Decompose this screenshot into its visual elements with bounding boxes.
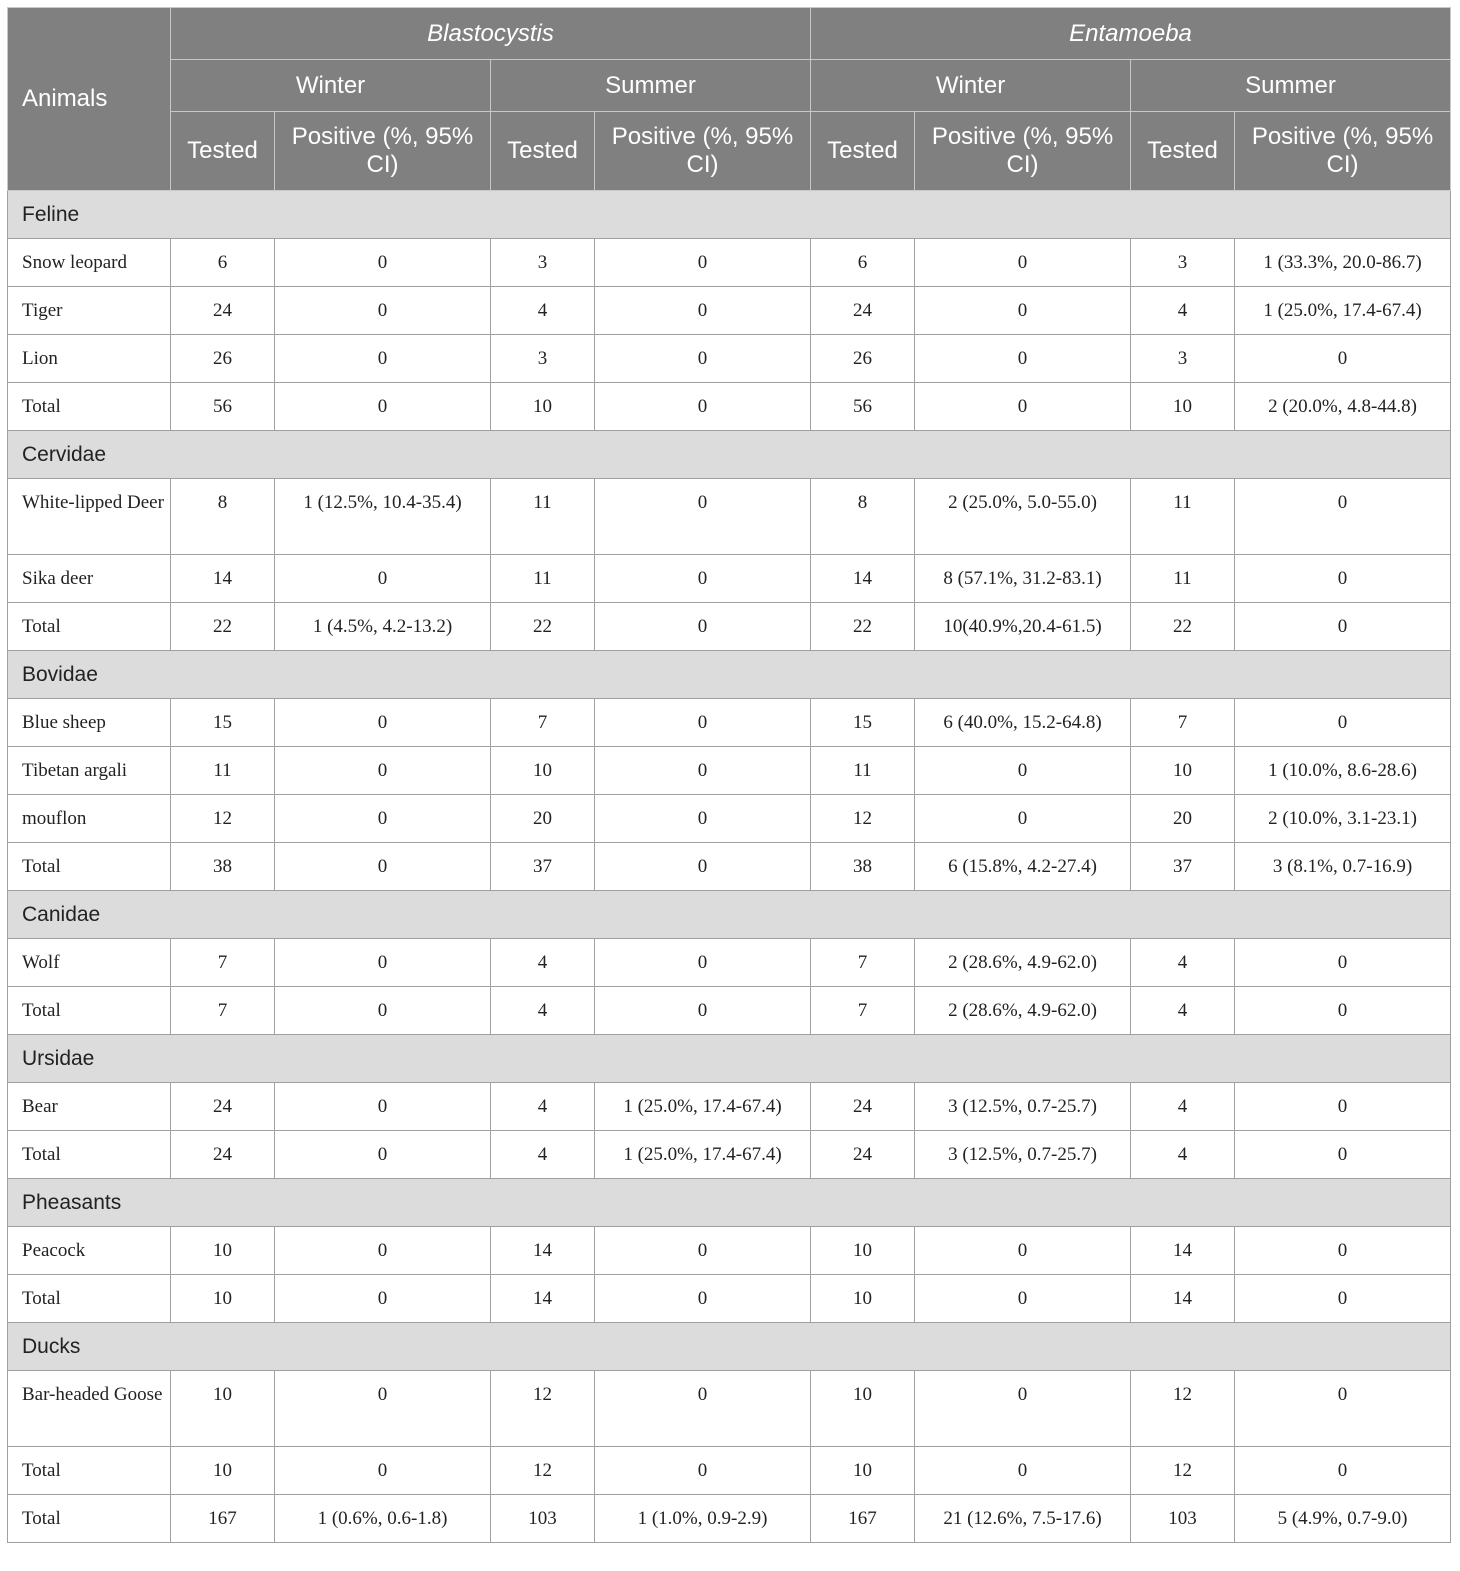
group-row [8,891,1451,939]
header-entamoeba-winter: Winter [811,60,1131,112]
value-cell: 10 [811,1227,915,1275]
header-blastocystis: Blastocystis [171,8,811,60]
table-row [8,1131,1451,1179]
value-cell: 0 [275,383,491,431]
value-cell: 15 [171,699,275,747]
value-cell: 0 [595,603,811,651]
value-cell: 0 [595,1227,811,1275]
value-cell: 56 [811,383,915,431]
value-cell: 0 [275,1447,491,1495]
value-cell: 0 [595,555,811,603]
value-cell: 0 [595,1371,811,1447]
value-cell: 22 [1131,603,1235,651]
value-cell: 26 [171,335,275,383]
value-cell: 21 (12.6%, 7.5-17.6) [915,1495,1131,1543]
value-cell: 10 [811,1371,915,1447]
value-cell: 0 [275,987,491,1035]
value-cell: 1 (4.5%, 4.2-13.2) [275,603,491,651]
table-row [8,795,1451,843]
value-cell: 10 [811,1447,915,1495]
animal-name-cell: Peacock [8,1227,171,1275]
value-cell: 14 [491,1227,595,1275]
value-cell: 0 [1235,1131,1451,1179]
value-cell: 1 (25.0%, 17.4-67.4) [1235,287,1451,335]
value-cell: 0 [1235,1083,1451,1131]
value-cell: 37 [491,843,595,891]
value-cell: 0 [915,1227,1131,1275]
animal-name-cell: Total [8,383,171,431]
value-cell: 0 [915,1371,1131,1447]
table-row [8,1371,1451,1447]
value-cell: 0 [595,479,811,555]
value-cell: 12 [811,795,915,843]
group-label: Bovidae [8,651,1451,699]
value-cell: 4 [1131,939,1235,987]
value-cell: 0 [275,843,491,891]
value-cell: 3 (12.5%, 0.7-25.7) [915,1131,1131,1179]
value-cell: 10 [171,1447,275,1495]
table-row [8,1083,1451,1131]
value-cell: 0 [595,987,811,1035]
value-cell: 1 (12.5%, 10.4-35.4) [275,479,491,555]
animal-name-cell: Total [8,1447,171,1495]
table-row [8,1495,1451,1543]
value-cell: 10 [1131,747,1235,795]
value-cell: 8 [171,479,275,555]
value-cell: 11 [171,747,275,795]
group-row [8,1323,1451,1371]
value-cell: 0 [1235,939,1451,987]
value-cell: 0 [595,747,811,795]
animal-name-cell: Total [8,603,171,651]
value-cell: 167 [171,1495,275,1543]
value-cell: 4 [491,1083,595,1131]
value-cell: 3 [491,335,595,383]
animal-name-cell: Bar-headed Goose [8,1371,171,1447]
header-animals: Animals [8,8,171,191]
value-cell: 4 [1131,1083,1235,1131]
table-row [8,699,1451,747]
header-tested: Tested [1131,112,1235,191]
value-cell: 0 [275,699,491,747]
table-row [8,747,1451,795]
value-cell: 8 [811,479,915,555]
value-cell: 0 [595,843,811,891]
value-cell: 3 (8.1%, 0.7-16.9) [1235,843,1451,891]
group-row [8,1179,1451,1227]
value-cell: 7 [811,987,915,1035]
value-cell: 10 [1131,383,1235,431]
value-cell: 7 [171,939,275,987]
value-cell: 6 [811,239,915,287]
prevalence-table [7,7,1451,1543]
value-cell: 0 [1235,1275,1451,1323]
value-cell: 0 [595,287,811,335]
animal-name-cell: Tibetan argali [8,747,171,795]
value-cell: 12 [491,1371,595,1447]
value-cell: 56 [171,383,275,431]
value-cell: 7 [171,987,275,1035]
value-cell: 2 (25.0%, 5.0-55.0) [915,479,1131,555]
value-cell: 0 [275,335,491,383]
header-blastocystis-winter: Winter [171,60,491,112]
value-cell: 0 [275,747,491,795]
value-cell: 0 [915,1275,1131,1323]
header-entamoeba: Entamoeba [811,8,1451,60]
value-cell: 10 [811,1275,915,1323]
header-positive: Positive (%, 95% CI) [275,112,491,191]
header-entamoeba-summer: Summer [1131,60,1451,112]
value-cell: 38 [171,843,275,891]
table-row [8,287,1451,335]
value-cell: 0 [915,795,1131,843]
animal-name-cell: Total [8,843,171,891]
table-row [8,383,1451,431]
table-row [8,939,1451,987]
group-label: Ursidae [8,1035,1451,1083]
value-cell: 0 [915,287,1131,335]
table-row [8,1275,1451,1323]
value-cell: 4 [1131,1131,1235,1179]
value-cell: 14 [491,1275,595,1323]
value-cell: 14 [1131,1227,1235,1275]
animal-name-cell: Tiger [8,287,171,335]
group-label: Cervidae [8,431,1451,479]
group-row [8,191,1451,239]
value-cell: 0 [595,795,811,843]
value-cell: 0 [595,1447,811,1495]
value-cell: 0 [915,747,1131,795]
value-cell: 0 [1235,555,1451,603]
value-cell: 12 [1131,1371,1235,1447]
value-cell: 0 [915,239,1131,287]
value-cell: 3 [1131,239,1235,287]
value-cell: 0 [915,383,1131,431]
animal-name-cell: Bear [8,1083,171,1131]
value-cell: 6 (15.8%, 4.2-27.4) [915,843,1131,891]
value-cell: 22 [491,603,595,651]
value-cell: 24 [811,1083,915,1131]
value-cell: 14 [1131,1275,1235,1323]
animal-name-cell: Sika deer [8,555,171,603]
value-cell: 2 (20.0%, 4.8-44.8) [1235,383,1451,431]
group-row [8,651,1451,699]
table-row [8,603,1451,651]
value-cell: 1 (10.0%, 8.6-28.6) [1235,747,1451,795]
value-cell: 0 [1235,1371,1451,1447]
animal-name-cell: Total [8,987,171,1035]
value-cell: 0 [595,239,811,287]
value-cell: 0 [275,1227,491,1275]
value-cell: 20 [491,795,595,843]
value-cell: 0 [275,795,491,843]
value-cell: 4 [491,939,595,987]
value-cell: 0 [275,1083,491,1131]
animal-name-cell: Total [8,1131,171,1179]
value-cell: 22 [171,603,275,651]
value-cell: 7 [491,699,595,747]
header-tested: Tested [491,112,595,191]
group-label: Canidae [8,891,1451,939]
table-row [8,843,1451,891]
value-cell: 15 [811,699,915,747]
value-cell: 103 [491,1495,595,1543]
value-cell: 11 [811,747,915,795]
value-cell: 4 [491,1131,595,1179]
header-positive: Positive (%, 95% CI) [1235,112,1451,191]
header-positive: Positive (%, 95% CI) [915,112,1131,191]
value-cell: 4 [1131,287,1235,335]
value-cell: 24 [811,1131,915,1179]
value-cell: 26 [811,335,915,383]
animal-name-cell: Lion [8,335,171,383]
value-cell: 0 [595,383,811,431]
value-cell: 0 [275,1275,491,1323]
value-cell: 1 (33.3%, 20.0-86.7) [1235,239,1451,287]
table-row [8,479,1451,555]
value-cell: 24 [811,287,915,335]
value-cell: 0 [915,335,1131,383]
header-tested: Tested [171,112,275,191]
value-cell: 0 [595,939,811,987]
value-cell: 11 [1131,555,1235,603]
animal-name-cell: Blue sheep [8,699,171,747]
group-label: Pheasants [8,1179,1451,1227]
value-cell: 22 [811,603,915,651]
value-cell: 4 [1131,987,1235,1035]
header-tested: Tested [811,112,915,191]
value-cell: 20 [1131,795,1235,843]
value-cell: 10 [171,1371,275,1447]
value-cell: 1 (25.0%, 17.4-67.4) [595,1131,811,1179]
value-cell: 3 (12.5%, 0.7-25.7) [915,1083,1131,1131]
value-cell: 0 [275,939,491,987]
value-cell: 0 [595,699,811,747]
value-cell: 6 [171,239,275,287]
value-cell: 0 [1235,987,1451,1035]
value-cell: 3 [491,239,595,287]
value-cell: 1 (0.6%, 0.6-1.8) [275,1495,491,1543]
table-row [8,335,1451,383]
value-cell: 10 [491,747,595,795]
group-label: Feline [8,191,1451,239]
value-cell: 0 [1235,603,1451,651]
value-cell: 7 [811,939,915,987]
header-positive: Positive (%, 95% CI) [595,112,811,191]
table-container [7,7,1450,1543]
value-cell: 0 [1235,699,1451,747]
value-cell: 14 [171,555,275,603]
table-row [8,987,1451,1035]
value-cell: 103 [1131,1495,1235,1543]
value-cell: 24 [171,1131,275,1179]
value-cell: 1 (25.0%, 17.4-67.4) [595,1083,811,1131]
value-cell: 6 (40.0%, 15.2-64.8) [915,699,1131,747]
value-cell: 24 [171,1083,275,1131]
value-cell: 0 [275,1371,491,1447]
value-cell: 11 [491,555,595,603]
value-cell: 0 [275,239,491,287]
value-cell: 14 [811,555,915,603]
value-cell: 12 [491,1447,595,1495]
table-row [8,555,1451,603]
table-row [8,1447,1451,1495]
value-cell: 37 [1131,843,1235,891]
animal-name-cell: Snow leopard [8,239,171,287]
value-cell: 11 [491,479,595,555]
group-row [8,1035,1451,1083]
value-cell: 24 [171,287,275,335]
group-label: Ducks [8,1323,1451,1371]
animal-name-cell: White-lipped Deer [8,479,171,555]
value-cell: 0 [595,335,811,383]
value-cell: 12 [1131,1447,1235,1495]
value-cell: 3 [1131,335,1235,383]
value-cell: 1 (1.0%, 0.9-2.9) [595,1495,811,1543]
table-row [8,1227,1451,1275]
table-body [8,191,1451,1543]
value-cell: 2 (28.6%, 4.9-62.0) [915,987,1131,1035]
value-cell: 0 [275,555,491,603]
value-cell: 7 [1131,699,1235,747]
table-row [8,239,1451,287]
value-cell: 0 [595,1275,811,1323]
value-cell: 2 (28.6%, 4.9-62.0) [915,939,1131,987]
value-cell: 0 [1235,1447,1451,1495]
value-cell: 4 [491,987,595,1035]
value-cell: 10 [171,1275,275,1323]
value-cell: 12 [171,795,275,843]
value-cell: 11 [1131,479,1235,555]
value-cell: 8 (57.1%, 31.2-83.1) [915,555,1131,603]
value-cell: 2 (10.0%, 3.1-23.1) [1235,795,1451,843]
value-cell: 10(40.9%,20.4-61.5) [915,603,1131,651]
value-cell: 4 [491,287,595,335]
value-cell: 5 (4.9%, 0.7-9.0) [1235,1495,1451,1543]
value-cell: 167 [811,1495,915,1543]
value-cell: 10 [171,1227,275,1275]
header-blastocystis-summer: Summer [491,60,811,112]
group-row [8,431,1451,479]
value-cell: 38 [811,843,915,891]
animal-name-cell: mouflon [8,795,171,843]
animal-name-cell: Wolf [8,939,171,987]
value-cell: 0 [1235,335,1451,383]
animal-name-cell: Total [8,1495,171,1543]
value-cell: 0 [915,1447,1131,1495]
value-cell: 0 [1235,1227,1451,1275]
value-cell: 0 [275,287,491,335]
animal-name-cell: Total [8,1275,171,1323]
table-header [8,8,1451,191]
value-cell: 0 [275,1131,491,1179]
value-cell: 0 [1235,479,1451,555]
value-cell: 10 [491,383,595,431]
